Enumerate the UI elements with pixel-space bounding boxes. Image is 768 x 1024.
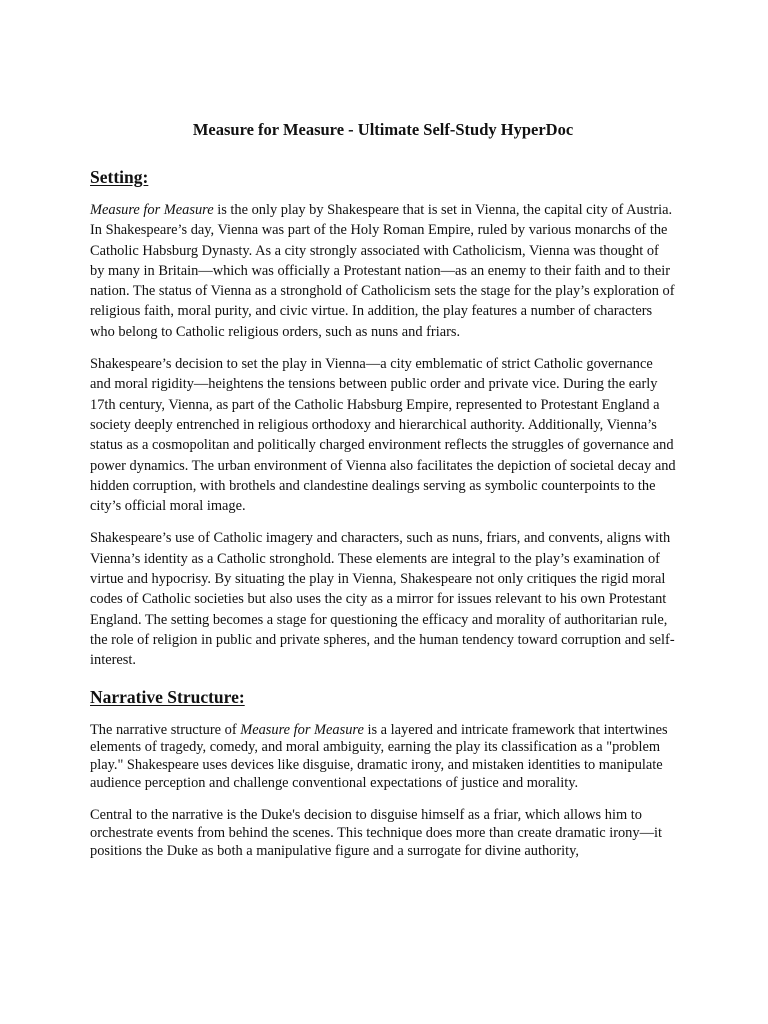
- narrative-paragraph-2: Central to the narrative is the Duke's decision to disguise himself as a friar, which allows him to orchestrate events from behind the scenes. This technique does more than create dramatic irony—it positions the Duke as both a manipulative figure and a surrogate for divine authority,: [90, 807, 662, 859]
- setting-heading: Setting:: [90, 167, 149, 187]
- play-title-italic: Measure for Measure: [240, 721, 364, 738]
- narrative-paragraph-1-text: is a layered and intricate framework that intertwines elements of tragedy, comedy, and moral ambiguity, earning the play its classification as a "problem play." Shakespeare uses devices like disguise, dramatic irony, and mistaken identities to manipulate audience perception and challenge conventional expectations of justice and morality.: [90, 721, 668, 791]
- play-title-italic: Measure for Measure: [90, 202, 214, 218]
- setting-paragraph-1-text: is the only play by Shakespeare that is set in Vienna, the capital city of Austria. In Shakespeare’s day, Vienna was part of the Holy Roman Empire, ruled by various monarchs of the Catholic Habsburg Dynasty. As a city strongly associated with Catholicism, Vienna was thought of by many in Britain—which was officially a Protestant nation—as an enemy to their faith and to their nation. The status of Vienna as a stronghold of Catholicism sets the stage for the play’s exploration of religious faith, moral purity, and civic virtue. In addition, the play features a number of characters who belong to Catholic religious orders, such as nuns and friars.: [90, 202, 675, 340]
- setting-paragraph-2: Shakespeare’s decision to set the play in Vienna—a city emblematic of strict Catholic governance and moral rigidity—heightens the tensions between public order and private vice. During the early 17th century, Vienna, as part of the Catholic Habsburg Empire, represented to Protestant England a society deeply entrenched in religious orthodoxy and hierarchical authority. Additionally, Vienna’s status as a cosmopolitan and politically charged environment reflects the struggles of governance and power dynamics. The urban environment of Vienna also facilitates the depiction of societal decay and hidden corruption, with brothels and clandestine dealings serving as symbolic counterpoints to the city’s official moral image.: [90, 356, 676, 515]
- document-title: Measure for Measure - Ultimate Self-Study HyperDoc: [192, 120, 574, 139]
- document-content: [90, 119, 676, 875]
- narrative-structure-heading: Narrative Structure:: [90, 686, 245, 707]
- narrative-paragraph-1-lead: The narrative structure of: [90, 721, 241, 738]
- setting-paragraph-1: [90, 200, 676, 342]
- narrative-paragraph-1: [90, 722, 676, 793]
- setting-paragraph-3: Shakespeare’s use of Catholic imagery and characters, such as nuns, friars, and convents, aligns with Vienna’s identity as a Catholic stronghold. These elements are integral to the play’s examination of virtue and hypocrisy. By situating the play in Vienna, Shakespeare not only critiques the rigid moral codes of Catholic societies but also uses the city as a mirror for issues relevant to his own Protestant England. The setting becomes a stage for questioning the efficacy and morality of authoritarian rule, the role of religion in public and private spheres, and the human tendency toward corruption and self-interest.: [90, 530, 675, 669]
